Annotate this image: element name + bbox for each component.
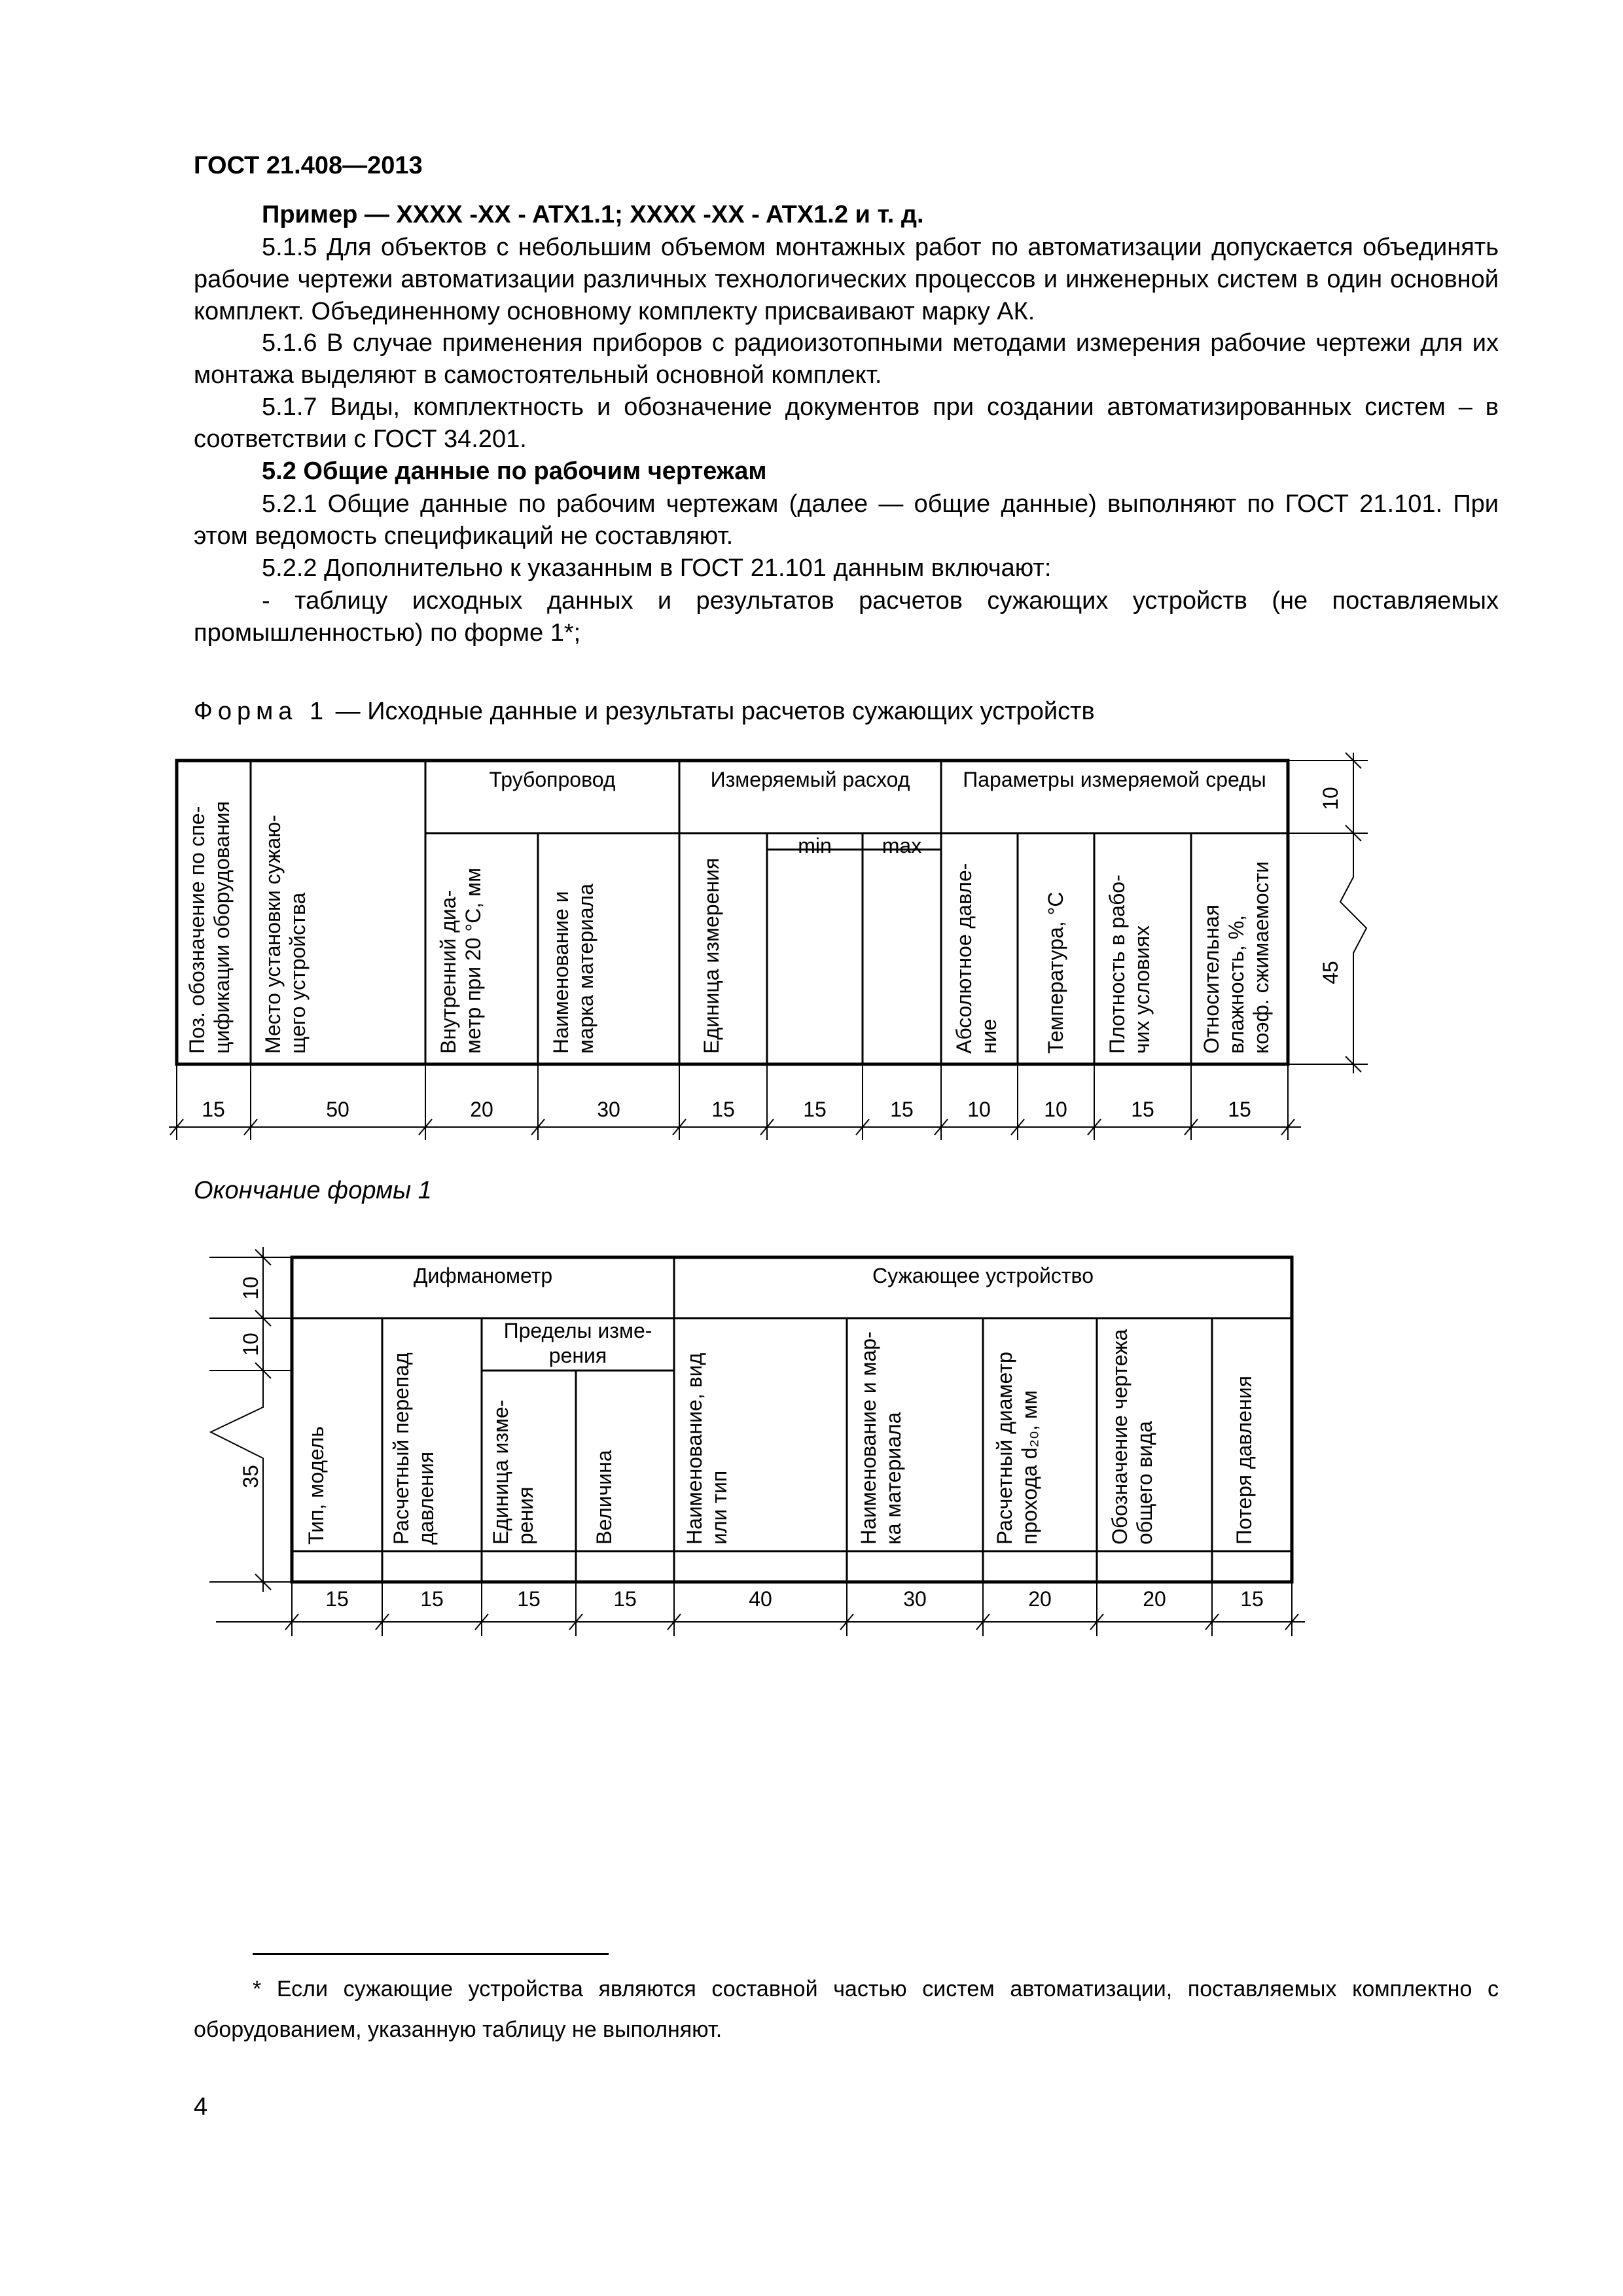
form1-width-6: 15 — [803, 1098, 827, 1121]
form1-end-col-drop-l2: давления — [414, 1451, 438, 1545]
form1-col-unit-l1: Единица измерения — [700, 857, 723, 1054]
form1-col-pos-l2: цификации оборудования — [210, 801, 234, 1054]
form1-end-height-3: 35 — [239, 1465, 262, 1488]
form1-end-col-type-l1: Тип, модель — [304, 1426, 328, 1545]
form1-max-label: max — [882, 834, 922, 857]
form1-width-7: 15 — [890, 1098, 914, 1121]
section-5-2-heading: 5.2 Общие данные по рабочим чертежам — [262, 457, 767, 485]
form1-end-col-drawing — [1108, 1329, 1156, 1545]
form1-col-material-l1: Наименование и — [549, 891, 573, 1054]
form1-end-height-1: 10 — [239, 1276, 262, 1300]
form1-end-col-material-l2: ка материала — [882, 1412, 905, 1545]
form1-end-width-9: 15 — [1240, 1587, 1264, 1611]
form1-width-3: 20 — [470, 1098, 493, 1121]
paragraph-list-item: - таблицу исходных данных и результатов расчетов сужающих устройств (не поставляемых промышленностью) по форме 1*; — [194, 587, 1499, 647]
form1-end-col-unit-l1: Единица изме- — [489, 1399, 512, 1545]
form1-col-density-l1: Плотность в рабо- — [1105, 874, 1129, 1054]
form1-width-5: 15 — [711, 1098, 735, 1121]
form1-end-col-drawing-l2: общего вида — [1133, 1421, 1156, 1545]
form1-end-col-loss-l1: Потеря давления — [1232, 1376, 1256, 1545]
form1-end-limits-l2: рения — [548, 1344, 607, 1367]
form1-group-pipeline: Трубопровод — [489, 768, 616, 791]
paragraph-5-1-6: 5.1.6 В случае применения приборов с радиоизотопными методами измерения рабочие чертежи для их монтажа выделяют в самостоятельный основной комплект. — [194, 329, 1499, 389]
form1-end-group-dp: Дифманометр — [413, 1264, 553, 1287]
form1-col-diameter-l2: метр при 20 °С, мм — [461, 867, 485, 1054]
form1-end-width-8: 20 — [1143, 1587, 1166, 1611]
page-number: 4 — [194, 2093, 208, 2121]
form1-end-group-device: Сужающее устройство — [872, 1264, 1094, 1287]
form1-col-material-l2: марка материала — [574, 883, 597, 1054]
form1-end-col-loss — [1232, 1376, 1256, 1545]
form1-end-limits-l1: Пределы изме- — [503, 1319, 652, 1342]
form1-col-density-l2: чих условиях — [1130, 925, 1154, 1054]
form1-end-col-name — [683, 1353, 731, 1545]
form1-end-width-2: 15 — [420, 1587, 444, 1611]
form1-height-2: 45 — [1319, 961, 1342, 984]
footnote: * Если сужающие устройства являются составной частью систем автоматизации, поставляемых комплектно с оборудованием, указанную таблицу не выполняют. — [194, 1977, 1499, 2042]
form1-width-1: 15 — [202, 1098, 225, 1121]
form1-end-height-2: 10 — [239, 1333, 262, 1356]
form1-width-10: 15 — [1131, 1098, 1154, 1121]
form1-end-width-3: 15 — [517, 1587, 541, 1611]
form1-end-width-7: 20 — [1028, 1587, 1052, 1611]
form1-group-medium: Параметры измеряемой среды — [963, 768, 1266, 791]
form1-end-col-diameter-l2: прохода d₂₀, мм — [1018, 1390, 1041, 1545]
form1-end-col-value — [592, 1450, 616, 1545]
form1-width-4: 30 — [597, 1098, 620, 1121]
form1-end-col-material-l1: Наименование и мар- — [857, 1331, 880, 1545]
form1-end-col-name-l1: Наименование, вид — [683, 1352, 706, 1545]
form1-end-width-5: 40 — [749, 1587, 772, 1611]
form1-col-pos-l1: Поз. обозначение по спе- — [185, 806, 209, 1054]
form1-col-temperature-l1: Температура, °С — [1044, 891, 1067, 1054]
form1-end-col-type — [304, 1426, 328, 1545]
form1-end-col-name-l2: или тип — [707, 1470, 731, 1545]
form1-min-label: min — [798, 834, 832, 857]
form1-end-caption: Окончание формы 1 — [194, 1177, 432, 1204]
form1-width-11: 15 — [1228, 1098, 1251, 1121]
form1-end-col-unit — [489, 1400, 537, 1545]
form1-col-humidity-l3: коэф. сжимаемости — [1249, 861, 1273, 1054]
form1-caption-text: — Исходные данные и результаты расчетов сужающих устройств — [329, 698, 1095, 725]
form1-end-col-diameter-l1: Расчетный диаметр — [993, 1352, 1016, 1545]
form1-caption-word: Форма 1 — [194, 698, 329, 725]
form1-end-width-4: 15 — [613, 1587, 637, 1611]
form1-col-pressure-l2: ние — [977, 1018, 1001, 1054]
form1-col-place-l2: щего устройства — [286, 892, 310, 1054]
form1-end-col-drop — [389, 1352, 438, 1545]
form1-end-width-6: 30 — [903, 1587, 927, 1611]
form1-col-diameter-l1: Внутренний диа- — [437, 889, 460, 1054]
paragraph-5-1-5: 5.1.5 Для объектов с небольшим объемом монтажных работ по автоматизации допускается объединять рабочие чертежи автоматизации различных технологических процессов и инженерных систем в один основной комплект. Объединенному основному комплекту присваивают марку АК. — [194, 234, 1499, 325]
form1-width-2: 50 — [326, 1098, 349, 1121]
form1-group-flow: Измеряемый расход — [710, 768, 910, 791]
form1-end-col-unit-l2: рения — [514, 1486, 537, 1545]
example-line: Пример — XXXX -XX - ATX1.1; XXXX -XX - ATX1.2 и т. д. — [262, 201, 924, 228]
form1-end-col-drawing-l1: Обозначение чертежа — [1108, 1329, 1132, 1545]
form1-end-width-1: 15 — [325, 1587, 349, 1611]
paragraph-5-2-1: 5.2.1 Общие данные по рабочим чертежам (далее — общие данные) выполняют по ГОСТ 21.101. При этом ведомость спецификаций не составляют. — [194, 490, 1499, 550]
form1-width-8: 10 — [967, 1098, 991, 1121]
form1-col-humidity-l2: влажность, %, — [1224, 914, 1248, 1054]
form1-end-col-drop-l1: Расчетный перепад — [389, 1352, 413, 1545]
form1-height-1: 10 — [1319, 787, 1342, 810]
form1-col-humidity-l1: Относительная — [1200, 904, 1223, 1054]
paragraph-5-1-7: 5.1.7 Виды, комплектность и обозначение документов при создании автоматизированных систем – в соответствии с ГОСТ 34.201. — [194, 393, 1499, 453]
form1-col-place-l1: Место установки сужаю- — [261, 815, 285, 1054]
form1-end-col-value-l1: Величина — [592, 1450, 616, 1545]
form1-end-col-material — [857, 1331, 905, 1545]
form1-end-col-diameter — [993, 1352, 1041, 1545]
paragraph-5-2-2: 5.2.2 Дополнительно к указанным в ГОСТ 21.101 данным включают: — [262, 554, 1052, 582]
footnote-separator — [253, 1953, 609, 1955]
form1-width-9: 10 — [1044, 1098, 1067, 1121]
document-code: ГОСТ 21.408—2013 — [194, 152, 423, 179]
form1-col-pressure-l1: Абсолютное давле- — [952, 863, 976, 1054]
